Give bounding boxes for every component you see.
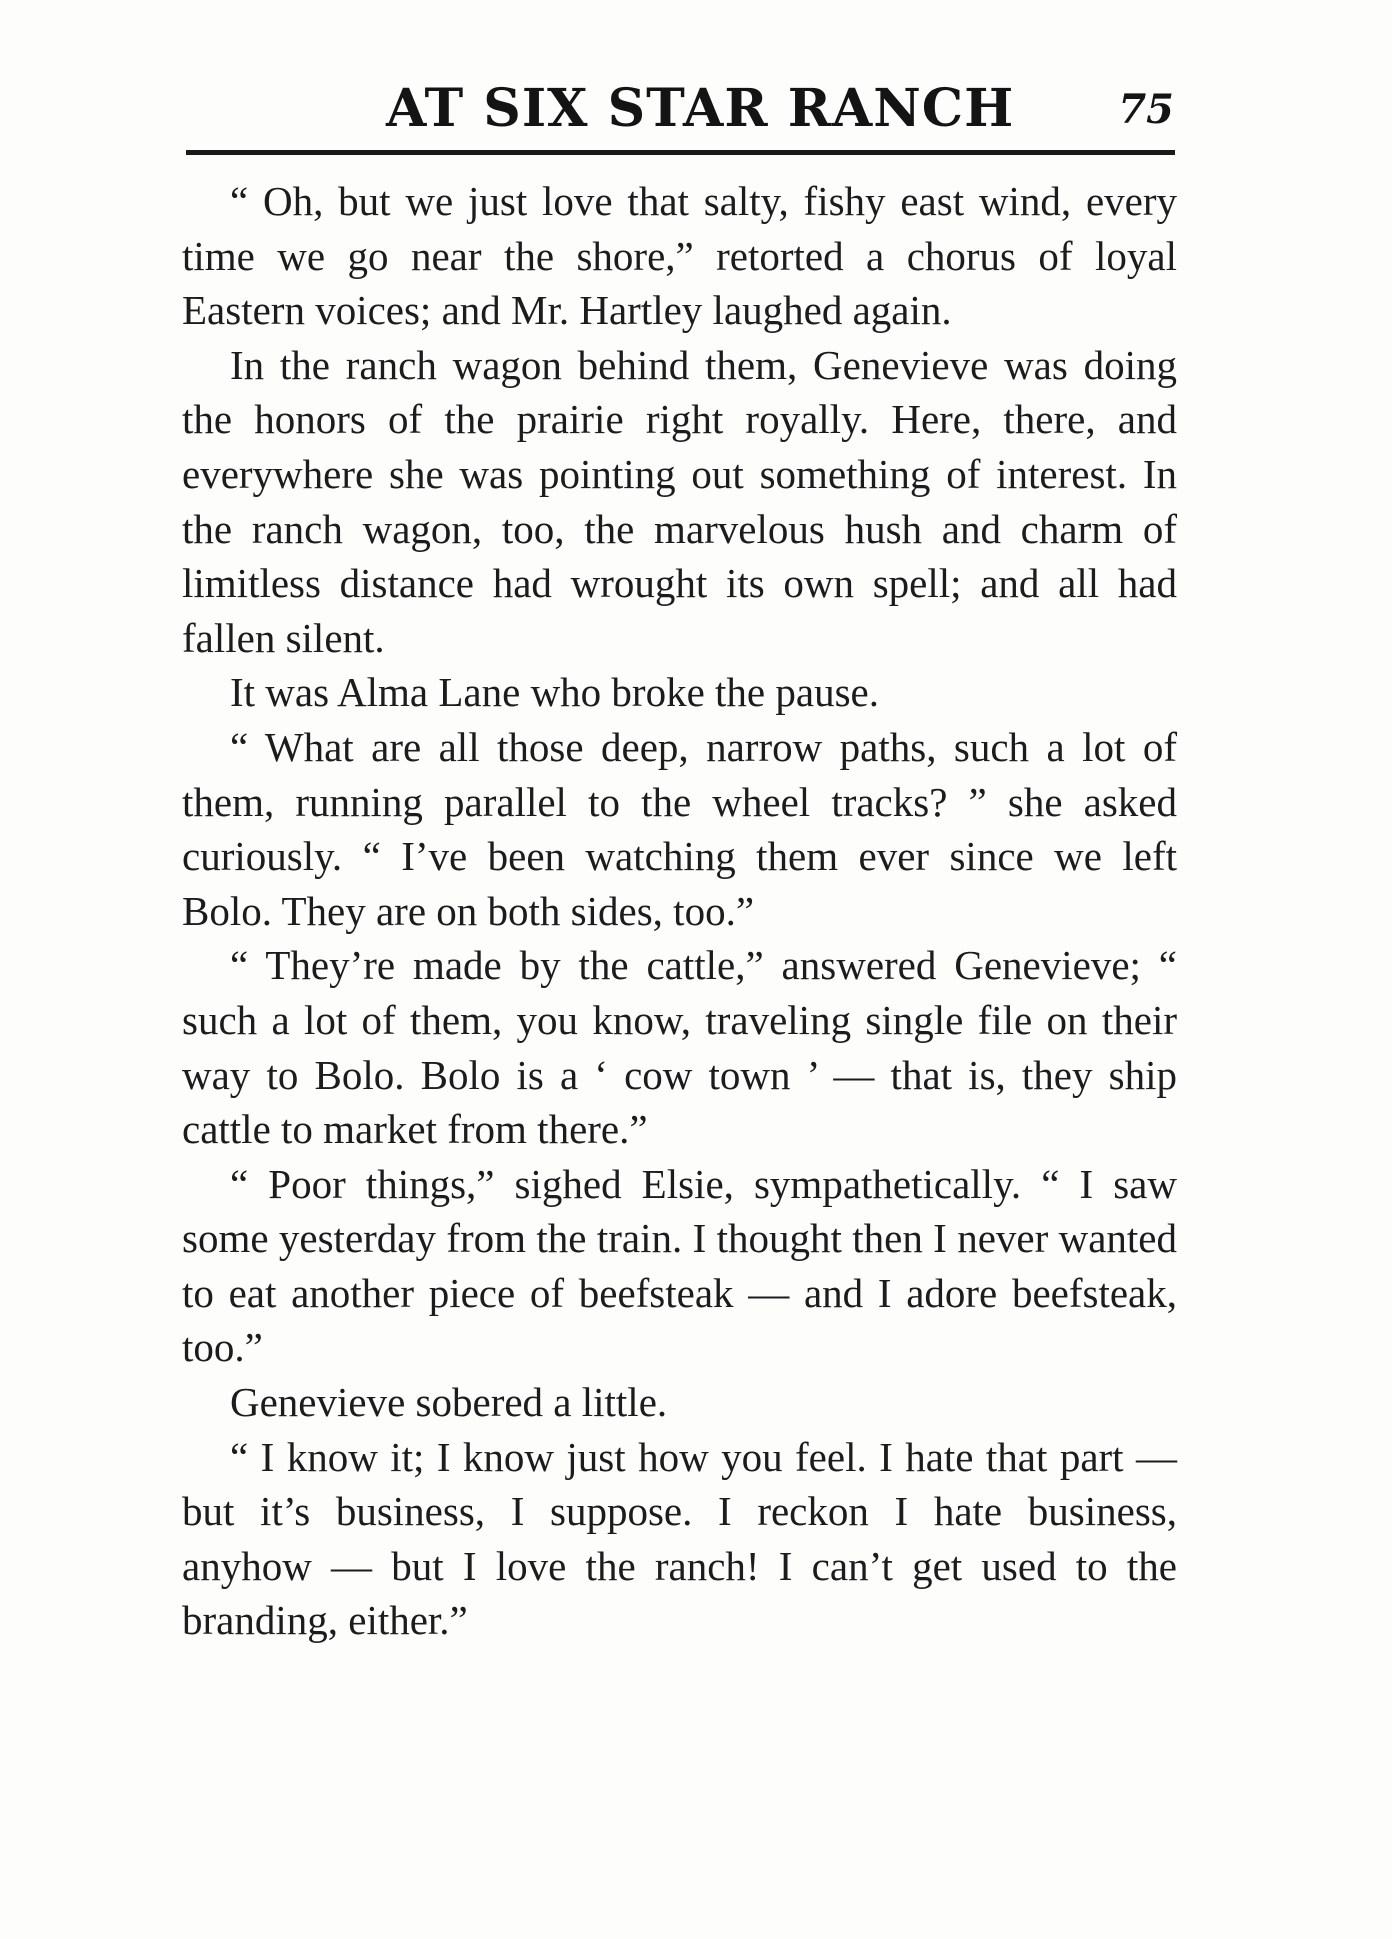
paragraph: “ They’re made by the cattle,” answered Genevieve; “ such a lot of them, you know, traveling single file on their way to Bolo. Bolo is a ‘ cow town ’ — that is, they ship cattle to market from there.” (182, 942, 1177, 1153)
paragraph: Genevieve sobered a little. (230, 1379, 668, 1426)
paragraph: “ Poor things,” sighed Elsie, sympathetically. “ I saw some yesterday from the train. I thought then I never wanted to eat another piece of beefsteak — and I adore beefsteak, too.” (182, 1160, 1177, 1371)
paragraph: In the ranch wagon behind them, Genevieve was doing the honors of the prairie right royally. Here, there, and everywhere she was pointing out something of interest. In the ranch wagon, too, the marvelous hush and charm of limitless distance had wrought its own spell; and all had fallen silent. (182, 341, 1177, 661)
paragraph: “ What are all those deep, narrow paths, such a lot of them, running parallel to the wheel tracks? ” she asked curiously. “ I’ve been watching them ever since we left Bolo. They are on both sides, too.” (182, 723, 1177, 934)
paragraph: “ I know it; I know just how you feel. I hate that part — but it’s business, I suppose. I reckon I hate business, anyhow — but I love the ranch! I can’t get used to the branding, either.” (182, 1433, 1177, 1644)
paragraph: “ Oh, but we just love that salty, fishy east wind, every time we go near the shore,” retorted a chorus of loyal Eastern voices; and Mr. Hartley laughed again. (182, 178, 1177, 334)
paragraph: It was Alma Lane who broke the pause. (230, 669, 879, 716)
running-head (186, 78, 1186, 148)
running-title: AT SIX STAR RANCH (386, 78, 1015, 139)
header-rule (186, 150, 1175, 155)
page-number: 75 (1118, 86, 1174, 133)
body-text (182, 174, 1177, 1648)
